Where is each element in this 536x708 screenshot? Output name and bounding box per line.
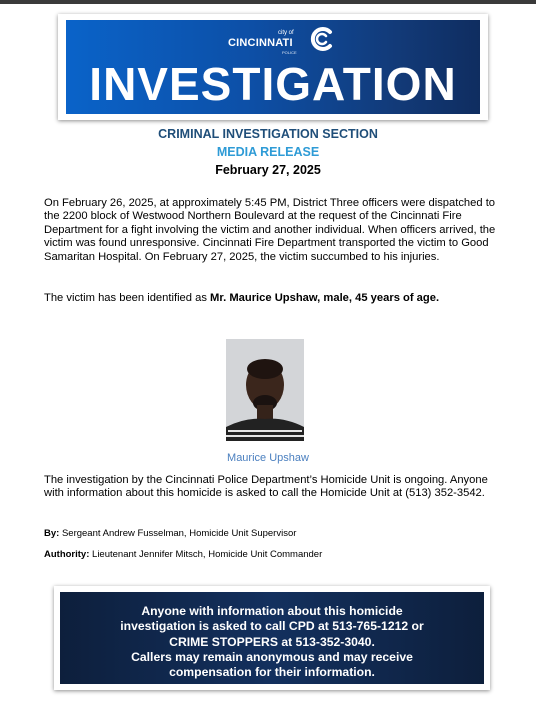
authority-value: Lieutenant Jennifer Mitsch, Homicide Unit Commander [89, 549, 323, 560]
tip-line-background [60, 592, 484, 684]
tip-line-4: Callers may remain anonymous and may receive [131, 649, 413, 664]
tip-line-5: compensation for their information. [169, 665, 375, 680]
by-value: Sergeant Andrew Fusselman, Homicide Unit Supervisor [59, 528, 297, 539]
by-line [44, 528, 296, 539]
media-release-heading: MEDIA RELEASE [216, 145, 320, 159]
logo-police-text: POLICE [282, 50, 297, 55]
tip-line-2: investigation is asked to call CPD at 513-765-1212 or [120, 619, 424, 634]
section-heading: CRIMINAL INVESTIGATION SECTION [158, 127, 378, 141]
investigation-paragraph: The investigation by the Cincinnati Police Department’s Homicide Unit is ongoing. Anyone with information about this homicide is asked to call the Homicide Unit at (513) 352-3542. [44, 474, 488, 500]
incident-paragraph: On February 26, 2025, at approximately 5:45 PM, District Three officers were dispatched to the 2200 block of Westwood Northern Boulevard at the request of the Cincinnati Fire Department for a fight involving the victim and another individual. When officers arrived, the victim was found unresponsive. Cincinnati Fire Department transported the victim to Good Samaritan Hospital. On February 27, 2025, the victim succumbed to his injuries. [44, 197, 496, 263]
tip-line-text [60, 604, 484, 680]
tip-line-banner [54, 586, 490, 690]
cincinnati-police-logo [228, 26, 338, 54]
victim-identity-text: Mr. Maurice Upshaw, male, 45 years of age. [210, 292, 440, 304]
victim-identification [44, 292, 510, 305]
victim-photo [226, 339, 304, 441]
by-label: By: [44, 528, 60, 539]
photo-caption: Maurice Upshaw [227, 452, 309, 464]
tip-line-1: Anyone with information about this homicide [141, 604, 403, 618]
c-logo-icon [310, 26, 336, 52]
top-edge-bar [0, 0, 536, 4]
release-date: February 27, 2025 [215, 163, 321, 177]
logo-name-text: CINCINNATI [228, 37, 293, 49]
authority-line [44, 549, 322, 560]
authority-label: Authority: [44, 549, 90, 560]
victim-prefix-text: The victim has been identified as [44, 292, 211, 304]
logo-city-text: city of [278, 30, 294, 36]
header-banner [58, 14, 488, 120]
investigation-title: INVESTIGATION [89, 58, 457, 110]
tip-line-3: CRIME STOPPERS at 513-352-3040. [169, 634, 375, 649]
banner-background [66, 20, 480, 114]
